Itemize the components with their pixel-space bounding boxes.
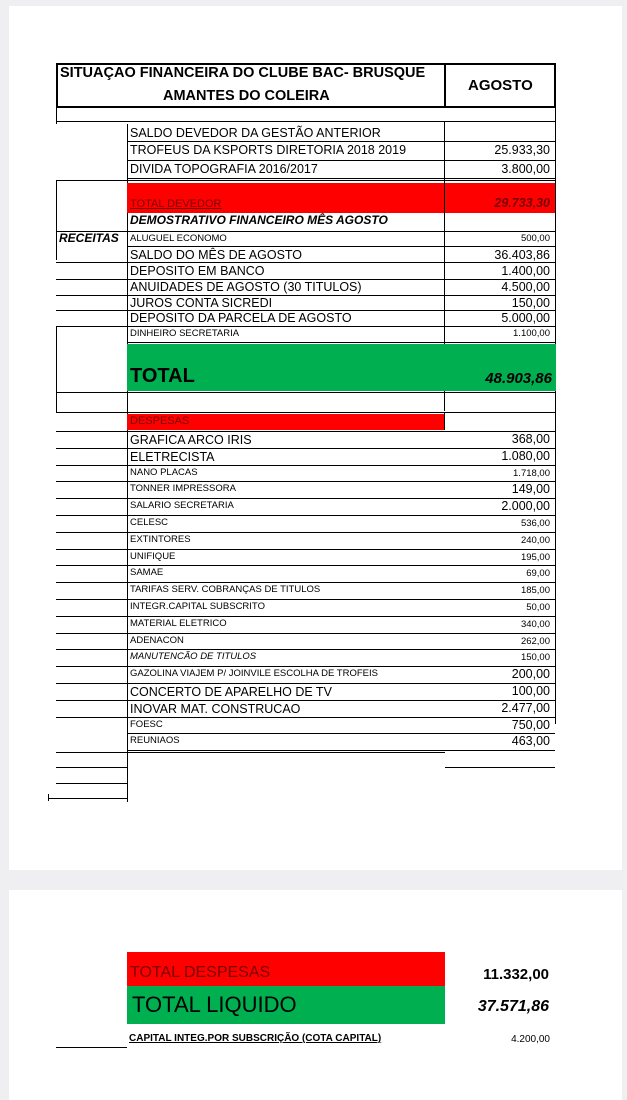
row-line bbox=[56, 582, 555, 583]
row-line bbox=[56, 599, 555, 600]
report-title-line2: AMANTES DO COLEIRA bbox=[163, 88, 330, 104]
despesa-value: 185,00 bbox=[520, 585, 550, 597]
row-line bbox=[127, 141, 555, 142]
despesa-label: REUNIAOS bbox=[130, 735, 180, 747]
grid-line bbox=[56, 180, 556, 181]
despesa-label: INTEGR.CAPITAL SUBSCRITO bbox=[130, 601, 265, 612]
despesa-label: NANO PLACAS bbox=[130, 466, 198, 478]
despesas-label: DESPESAS bbox=[130, 415, 190, 427]
despesa-label: MATERIAL ELETRICO bbox=[130, 617, 227, 629]
despesa-label: GRAFICA ARCO IRIS bbox=[130, 433, 252, 447]
despesa-value: 240,00 bbox=[520, 534, 550, 546]
despesa-label: FOESC bbox=[130, 718, 163, 730]
receita-value: 150,00 bbox=[511, 296, 550, 310]
row-line bbox=[56, 262, 555, 263]
row-line bbox=[127, 342, 555, 343]
despesa-value: 50,00 bbox=[526, 602, 550, 613]
row-line bbox=[56, 481, 555, 482]
row-line bbox=[56, 498, 555, 499]
grid-line bbox=[56, 180, 57, 260]
despesa-value: 2.477,00 bbox=[501, 700, 550, 715]
despesa-value: 536,00 bbox=[520, 518, 550, 529]
grid-line bbox=[555, 412, 556, 724]
grid-line bbox=[56, 231, 556, 232]
receita-value: 4.500,00 bbox=[501, 280, 550, 294]
despesa-label: TONNER IMPRESSORA bbox=[130, 483, 236, 495]
total-despesas-label: TOTAL DESPESAS bbox=[130, 964, 271, 981]
row-line bbox=[56, 666, 555, 667]
total-despesas-value: 11.332,00 bbox=[483, 966, 549, 983]
despesa-value: 262,00 bbox=[520, 635, 550, 647]
despesa-value: 200,00 bbox=[511, 667, 550, 682]
row-line bbox=[56, 683, 555, 684]
receita-label: ANUIDADES DE AGOSTO (30 TITULOS) bbox=[130, 280, 362, 294]
receita-value: 36.403,86 bbox=[494, 248, 550, 262]
despesa-value: 100,00 bbox=[511, 684, 550, 698]
debt-label: SALDO DEVEDOR DA GESTÃO ANTERIOR bbox=[130, 126, 381, 140]
row-line bbox=[56, 431, 556, 432]
despesa-label: SALARIO SECRETARIA bbox=[130, 500, 234, 512]
despesa-value: 195,00 bbox=[520, 551, 550, 563]
despesa-label: INOVAR MAT. CONSTRUCAO bbox=[130, 701, 301, 716]
row-line bbox=[56, 752, 127, 753]
despesa-value: 463,00 bbox=[511, 734, 550, 749]
receita-label: JUROS CONTA SICREDI bbox=[130, 296, 273, 310]
row-line bbox=[48, 798, 127, 799]
row-line bbox=[56, 515, 555, 516]
receita-value: 1.400,00 bbox=[501, 264, 550, 278]
receita-value: 1.100,00 bbox=[513, 328, 550, 339]
row-line bbox=[56, 649, 555, 650]
total-label: TOTAL bbox=[130, 365, 195, 387]
despesa-label: CONCERTO DE APARELHO DE TV bbox=[130, 685, 332, 699]
total-liquido-label: TOTAL LIQUIDO bbox=[132, 992, 297, 1017]
despesa-value: 340,00 bbox=[520, 618, 550, 630]
receita-value: 500,00 bbox=[520, 233, 550, 244]
demonstrativo-title: DEMOSTRATIVO FINANCEIRO MÊS AGOSTO bbox=[130, 213, 388, 227]
capital-label: CAPITAL INTEG.POR SUBSCRIÇÃO (COTA CAPITAL) bbox=[129, 1033, 382, 1044]
despesa-label: MANUTENCÃO DE TITULOS bbox=[130, 651, 257, 663]
total-value: 48.903,86 bbox=[485, 370, 552, 387]
row-line bbox=[56, 448, 555, 449]
grid-line bbox=[48, 794, 49, 801]
header-divider bbox=[444, 63, 446, 108]
receita-label: DINHEIRO SECRETARIA bbox=[130, 328, 240, 339]
despesa-value: 69,00 bbox=[526, 568, 550, 580]
row-line bbox=[127, 246, 555, 247]
grid-line bbox=[56, 327, 57, 412]
row-line bbox=[56, 700, 555, 701]
receita-label: SALDO DO MÊS DE AGOSTO bbox=[130, 248, 303, 262]
row-line bbox=[56, 565, 555, 566]
row-line bbox=[56, 549, 555, 550]
receita-label: DEPOSITO DA PARCELA DE AGOSTO bbox=[130, 311, 352, 325]
despesa-value: 1.718,00 bbox=[513, 467, 550, 479]
total-devedor-label: TOTAL DEVEDOR bbox=[130, 198, 222, 210]
despesa-value: 750,00 bbox=[511, 717, 550, 732]
receita-label: DEPOSITO EM BANCO bbox=[130, 264, 265, 278]
receita-value: 5.000,00 bbox=[501, 311, 550, 325]
receitas-label: RECEITAS bbox=[59, 231, 119, 245]
grid-line bbox=[56, 412, 556, 413]
capital-value: 4.200,00 bbox=[511, 1034, 550, 1045]
row-line bbox=[127, 178, 555, 179]
debt-value: 3.800,00 bbox=[501, 162, 550, 176]
row-line bbox=[56, 633, 555, 634]
row-line bbox=[56, 392, 556, 393]
row-line bbox=[127, 752, 445, 753]
despesa-label: ELETRECISTA bbox=[130, 449, 215, 464]
grid-line bbox=[56, 108, 57, 124]
row-line bbox=[56, 717, 555, 718]
receita-label: ALUGUEL ECONOMO bbox=[130, 233, 227, 244]
row-line bbox=[56, 465, 555, 466]
despesa-value: 1.080,00 bbox=[501, 448, 550, 463]
despesa-label: TARIFAS SERV. COBRANÇAS DE TITULOS bbox=[130, 584, 321, 596]
debt-label: DIVIDA TOPOGRAFIA 2016/2017 bbox=[130, 162, 318, 176]
despesa-value: 368,00 bbox=[511, 432, 550, 446]
despesa-value: 2.000,00 bbox=[501, 499, 550, 514]
row-line bbox=[127, 733, 555, 734]
despesa-label: UNIFIQUE bbox=[130, 550, 176, 562]
row-line bbox=[56, 767, 127, 768]
row-line bbox=[56, 326, 555, 327]
despesa-label: CELESC bbox=[130, 517, 169, 528]
row-line bbox=[56, 1047, 127, 1048]
row-line bbox=[56, 532, 555, 533]
debt-value: 25.933,30 bbox=[494, 143, 550, 157]
despesa-label: GAZOLINA VIAJEM P/ JOINVILE ESCOLHA DE TROFEIS bbox=[130, 668, 378, 680]
row-line bbox=[56, 616, 555, 617]
despesa-label: SAMAE bbox=[130, 567, 164, 579]
report-title-line1: SITUAÇAO FINANCEIRA DO CLUBE BAC- BRUSQUE bbox=[60, 65, 426, 81]
debt-label: TROFEUS DA KSPORTS DIRETORIA 2018 2019 bbox=[130, 143, 407, 157]
row-line bbox=[127, 160, 555, 161]
grid-line bbox=[56, 121, 556, 122]
row-line bbox=[56, 783, 127, 784]
row-line bbox=[445, 767, 555, 768]
despesa-label: ADENACON bbox=[130, 634, 184, 646]
total-devedor-value: 29.733,30 bbox=[494, 196, 550, 210]
month-header: AGOSTO bbox=[468, 77, 533, 94]
total-liquido-value: 37.571,86 bbox=[477, 998, 549, 1015]
grid-line bbox=[444, 412, 445, 430]
despesa-value: 149,00 bbox=[511, 482, 550, 497]
despesa-value: 150,00 bbox=[520, 652, 550, 664]
despesa-label: EXTINTORES bbox=[130, 533, 191, 545]
